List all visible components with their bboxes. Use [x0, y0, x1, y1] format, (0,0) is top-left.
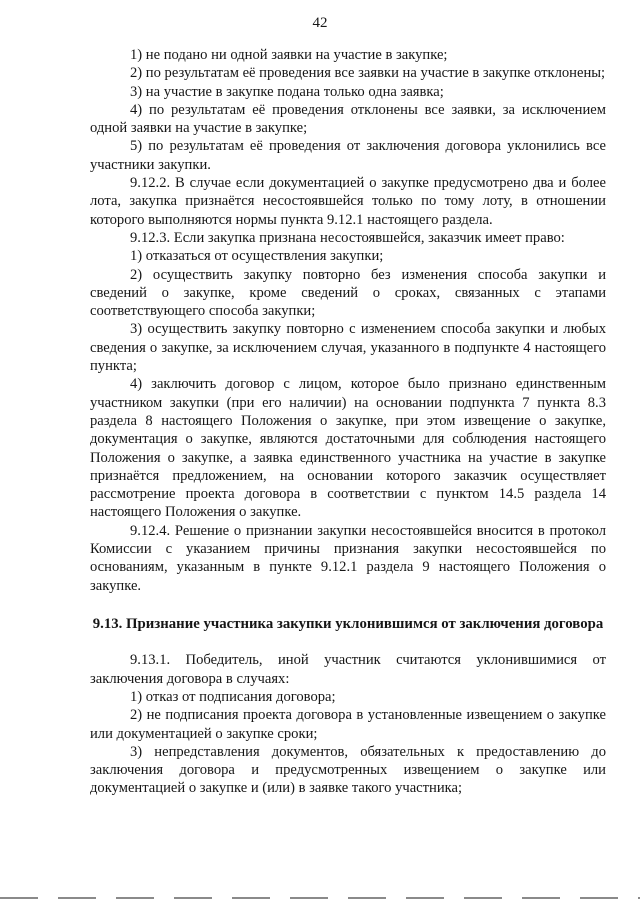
paragraph: 9.13.1. Победитель, иной участник считаются уклонившимися от заключения договора в случаях:: [90, 652, 606, 687]
paragraph: 1) отказаться от осуществления закупки;: [130, 248, 384, 265]
section-heading: 9.13. Признание участника закупки уклонившимся от заключения договора: [92, 615, 604, 632]
paragraph: 4) по результатам её проведения отклонены все заявки, за исключением одной заявки на участие в закупке;: [90, 101, 606, 137]
paragraph: 1) отказ от подписания договора;: [130, 689, 336, 705]
paragraph: 9.12.2. В случае если документацией о закупке предусмотрено два и более лота, закупка признаётся несостоявшейся только по тому лоту, в отношении которого выполняются нормы пункта 9.12.1 настоящего раздела.: [90, 175, 606, 228]
paragraph: 2) осуществить закупку повторно без изменения способа закупки и сведений о закупке, кроме сведений о сроках, связанных с этапами соответствующего способа закупки;: [90, 266, 606, 320]
scan-edge-artifact: [0, 897, 640, 899]
paragraph: 3) на участие в закупке подана только одна заявка;: [130, 83, 444, 100]
paragraph: 4) заключить договор с лицом, которое было признано единственным участником закупки (при его наличии) на основании подпункта 7 пункта 8.3 раздела 8 настоящего Положения о закупке, при этом извещение о закупке, документация о закупке, являются достаточными для соблюдения настоящего Положения о закупке, а заявка единственного участника на участие в закупке признаётся предложением, на основании которого заказчик осуществляет рассмотрение проекта договора в соответствии с пунктом 14.5 раздела 14 настоящего Положения о закупке.: [90, 376, 606, 521]
paragraph: 3) осуществить закупку повторно с изменением способа закупки и любых сведения о закупке, за исключением случая, указанного в подпункте 4 настоящего пункта;: [90, 321, 606, 375]
paragraph: 3) непредставления документов, обязательных к предоставлению до заключения договора и предусмотренных извещением о закупке или документацией о закупке и (или) в заявке такого участника;: [90, 743, 606, 797]
paragraph: 2) по результатам её проведения все заявки на участие в закупке отклонены;: [130, 65, 606, 82]
paragraph: 5) по результатам её проведения от заключения договора уклонились все участники закупки.: [90, 138, 606, 173]
paragraph: 1) не подано ни одной заявки на участие в закупке;: [130, 47, 448, 63]
paragraph: 9.12.4. Решение о признании закупки несостоявшейся вносится в протокол Комиссии с указанием причины признания закупки несостоявшейся по основаниям, указанным в пункте 9.12.1 раздела 9 настоящего Положения о закупке.: [90, 522, 606, 594]
document-body: [90, 46, 606, 798]
paragraph: 9.12.3. Если закупка признана несостоявшейся, заказчик имеет право:: [130, 229, 565, 246]
paragraph: 2) не подписания проекта договора в установленные извещением о закупке или документацией о закупке сроки;: [90, 707, 606, 742]
page-number: 42: [312, 15, 328, 31]
